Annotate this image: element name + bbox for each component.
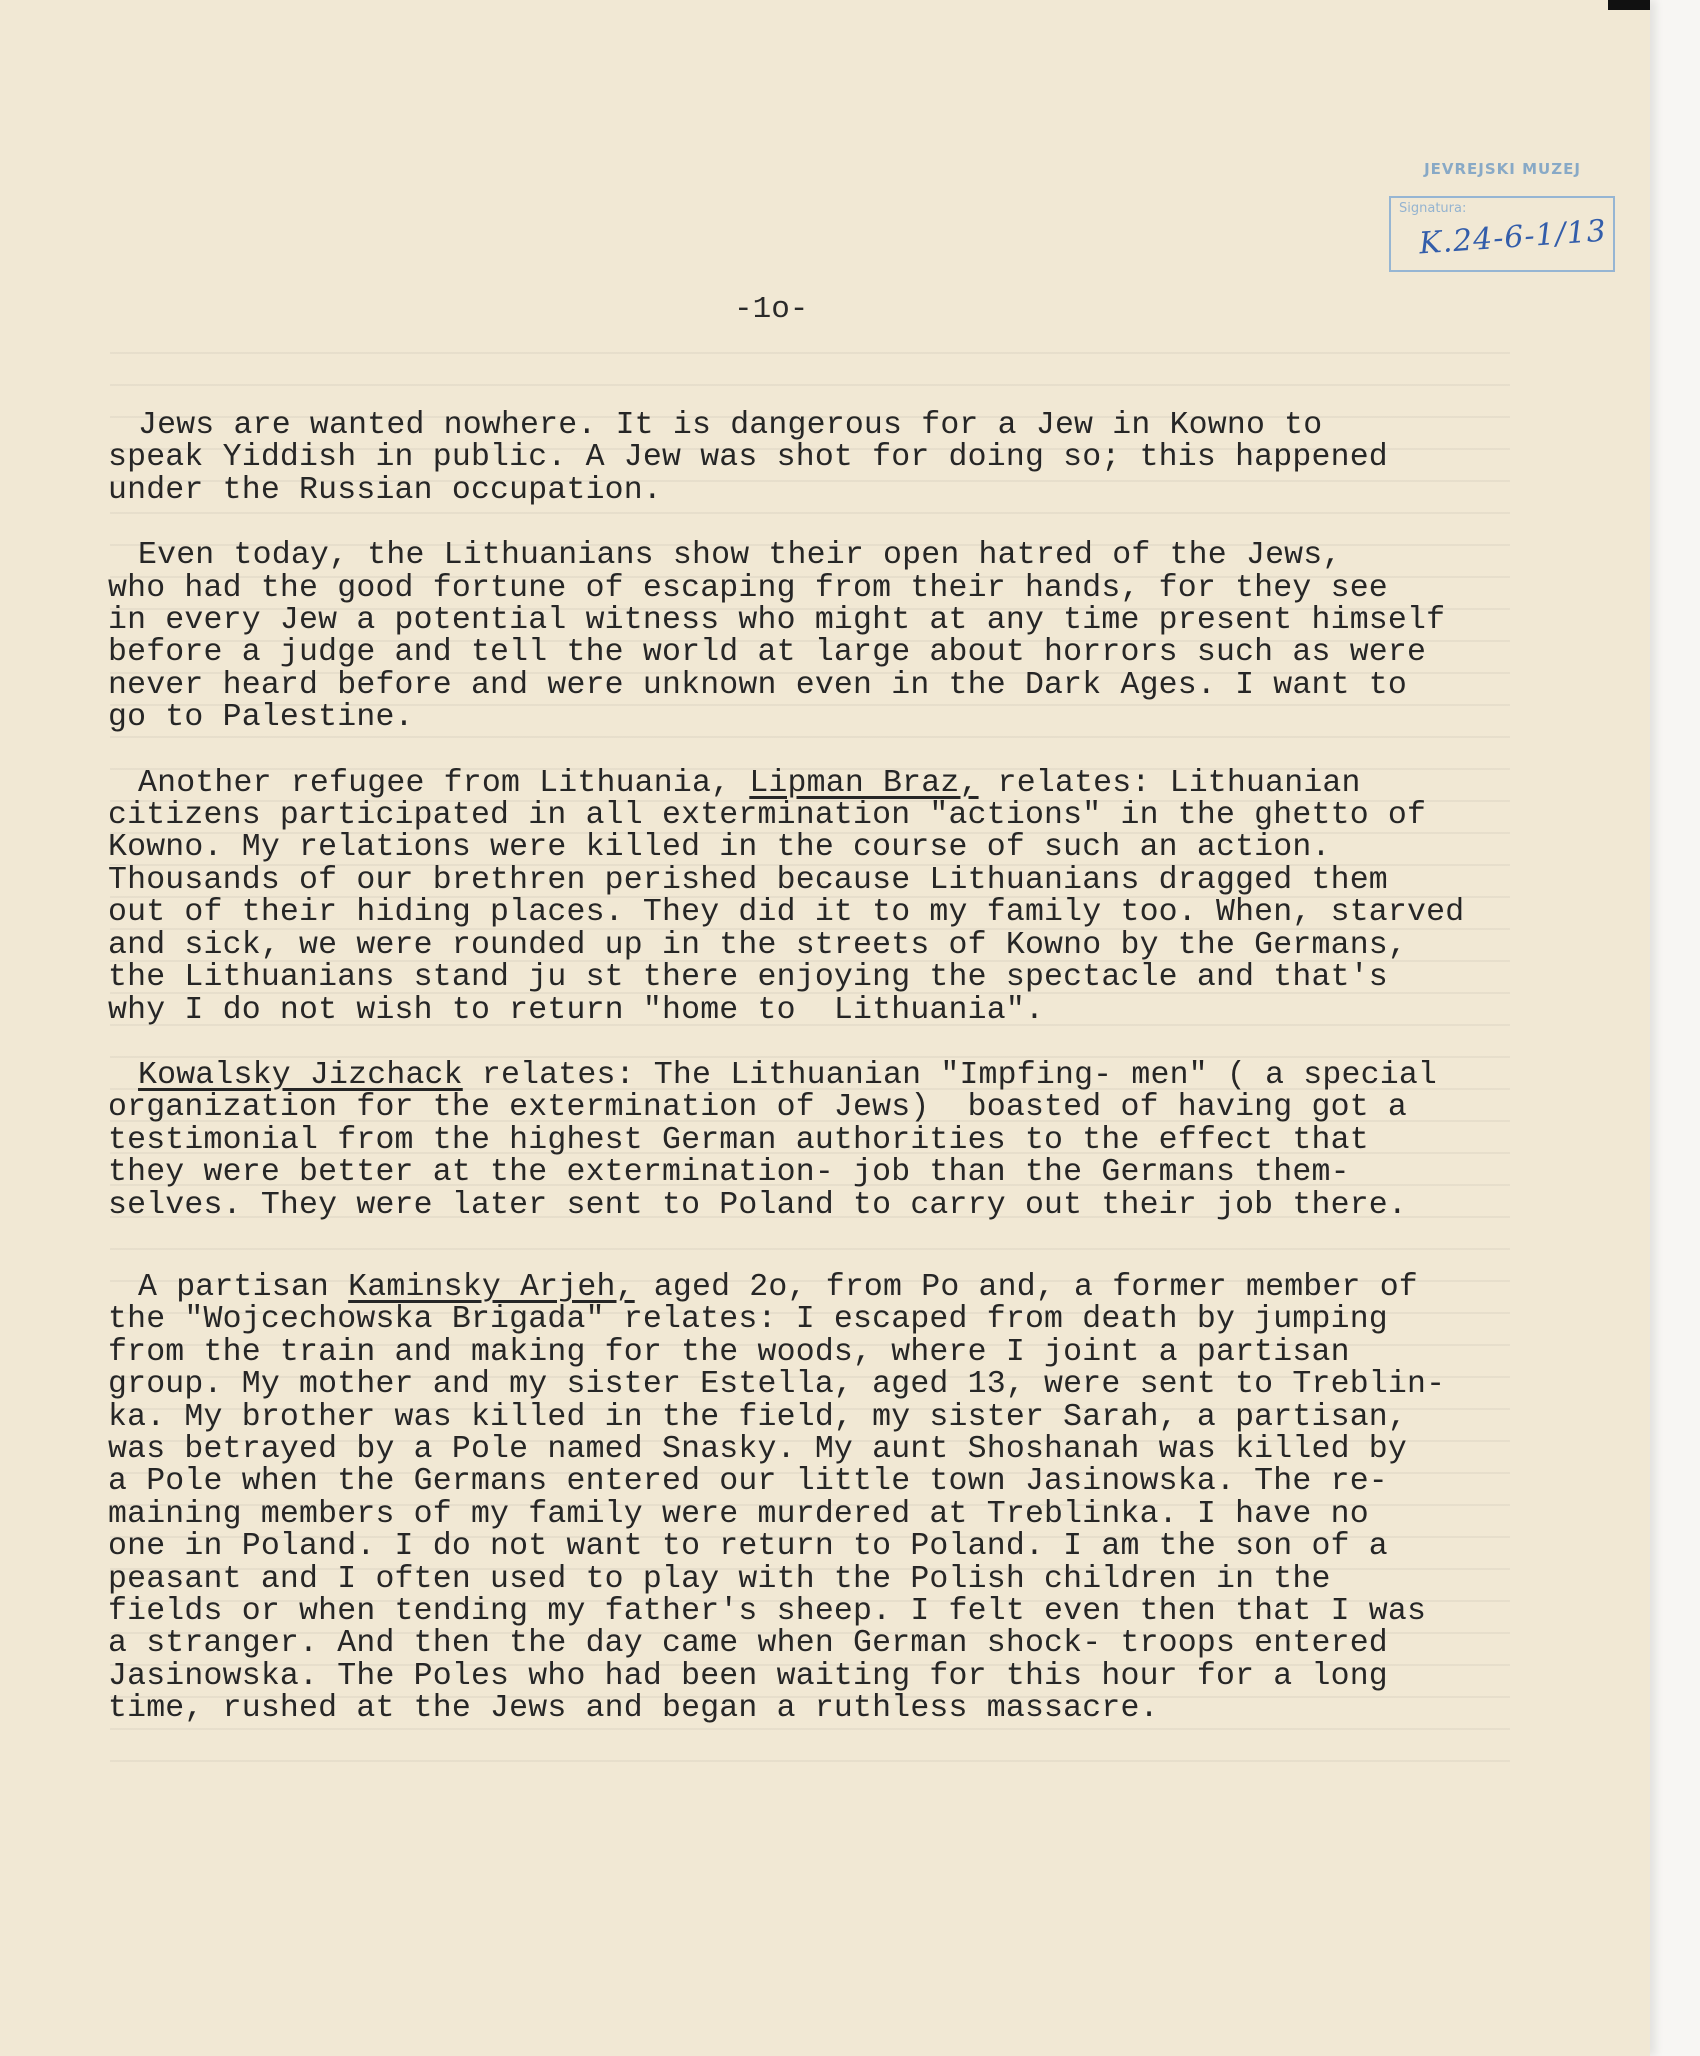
- text-line: they were better at the extermination- job than the Germans them-: [108, 1155, 1350, 1191]
- stamp-label: Signatura:: [1399, 201, 1467, 216]
- person-name-lipman-braz: Lipman Braz,: [749, 765, 979, 801]
- text-fragment: A partisan: [138, 1269, 349, 1305]
- text-line: before a judge and tell the world at large about horrors such as were: [108, 635, 1427, 671]
- paragraph-5: [108, 1269, 1598, 1727]
- text-line: from the train and making for the woods, where I joint a partisan: [108, 1334, 1350, 1370]
- text-line: selves. They were later sent to Poland to carry out their job there.: [108, 1187, 1408, 1223]
- text-line: ka. My brother was killed in the field, my sister Sarah, a partisan,: [108, 1399, 1408, 1435]
- text-line: peasant and I often used to play with the Polish children in the: [108, 1561, 1331, 1597]
- text-line: out of their hiding places. They did it to my family too. When, starved: [108, 895, 1465, 931]
- text-line: was betrayed by a Pole named Snasky. My aunt Shoshanah was killed by: [108, 1431, 1408, 1467]
- text-line: who had the good fortune of escaping from their hands, for they see: [108, 570, 1388, 606]
- text-line: time, rushed at the Jews and began a ruthless massacre.: [108, 1691, 1159, 1727]
- text-fragment: relates: Lithuanian: [978, 765, 1361, 801]
- text-line: why I do not wish to return "home to Lithuania".: [108, 992, 1045, 1028]
- stamp-signature-box: [1389, 196, 1615, 272]
- text-line: and sick, we were rounded up in the streets of Kowno by the Germans,: [108, 927, 1408, 963]
- person-name-kaminsky-arjeh: Kaminsky Arjeh,: [348, 1269, 635, 1305]
- text-line: a Pole when the Germans entered our little town Jasinowska. The re-: [108, 1464, 1388, 1500]
- paragraph-4: [108, 1057, 1598, 1223]
- handwritten-signature-code: K.24-6-1/13: [1418, 213, 1608, 262]
- text-line: group. My mother and my sister Estella, aged 13, were sent to Treblin-: [108, 1367, 1446, 1403]
- paragraph-3: [108, 765, 1598, 1028]
- text-line: organization for the extermination of Jews) boasted of having got a: [108, 1090, 1408, 1126]
- paragraph-1: [108, 408, 1598, 508]
- text-line: fields or when tending my father's sheep. I felt even then that I was: [108, 1594, 1427, 1629]
- text-line: the Lithuanians stand ju st there enjoying the spectacle and that's: [108, 960, 1388, 996]
- text-line: Jews are wanted nowhere. It is dangerous for a Jew in Kowno to: [138, 408, 1323, 443]
- text-line: maining members of my family were murdered at Treblinka. I have no: [108, 1496, 1369, 1532]
- text-line: under the Russian occupation.: [108, 472, 662, 508]
- typewritten-body: [108, 408, 1598, 1727]
- text-line: a stranger. And then the day came when German shock- troops entered: [108, 1626, 1388, 1662]
- text-line: Even today, the Lithuanians show their open hatred of the Jews,: [138, 538, 1342, 574]
- text-fragment: Another refugee from Lithuania,: [138, 765, 750, 801]
- page-number: -1o-: [734, 292, 809, 327]
- stamp-institution: JEVREJSKI MUZEJ: [1424, 160, 1581, 178]
- text-line: one in Poland. I do not want to return to Poland. I am the son of a: [108, 1529, 1388, 1565]
- person-name-kowalsky-jizchack: Kowalsky Jizchack: [138, 1057, 463, 1093]
- text-line: in every Jew a potential witness who might at any time present himself: [108, 603, 1446, 639]
- text-fragment: aged 2o, from Po and, a former member of: [634, 1269, 1418, 1305]
- museum-stamp: [1385, 160, 1620, 275]
- text-line: [138, 1057, 1598, 1093]
- text-line: go to Palestine.: [108, 700, 414, 736]
- text-line: Jasinowska. The Poles who had been waiting for this hour for a long: [108, 1658, 1388, 1694]
- text-fragment: relates: The Lithuanian "Impfing- men" ( a special: [462, 1057, 1438, 1093]
- text-line: speak Yiddish in public. A Jew was shot for doing so; this happened: [108, 440, 1388, 476]
- text-line: the "Wojcechowska Brigada" relates: I escaped from death by jumping: [108, 1302, 1388, 1338]
- scan-edge-mark: [1608, 0, 1650, 10]
- text-line: never heard before and were unknown even in the Dark Ages. I want to: [108, 667, 1408, 703]
- text-line: [138, 765, 1598, 801]
- text-line: [138, 1269, 1598, 1305]
- paragraph-2: [108, 538, 1598, 736]
- text-line: testimonial from the highest German authorities to the effect that: [108, 1122, 1369, 1158]
- text-line: Kowno. My relations were killed in the course of such an action.: [108, 830, 1331, 866]
- text-line: Thousands of our brethren perished because Lithuanians dragged them: [108, 862, 1388, 898]
- text-line: citizens participated in all extermination "actions" in the ghetto of: [108, 798, 1427, 834]
